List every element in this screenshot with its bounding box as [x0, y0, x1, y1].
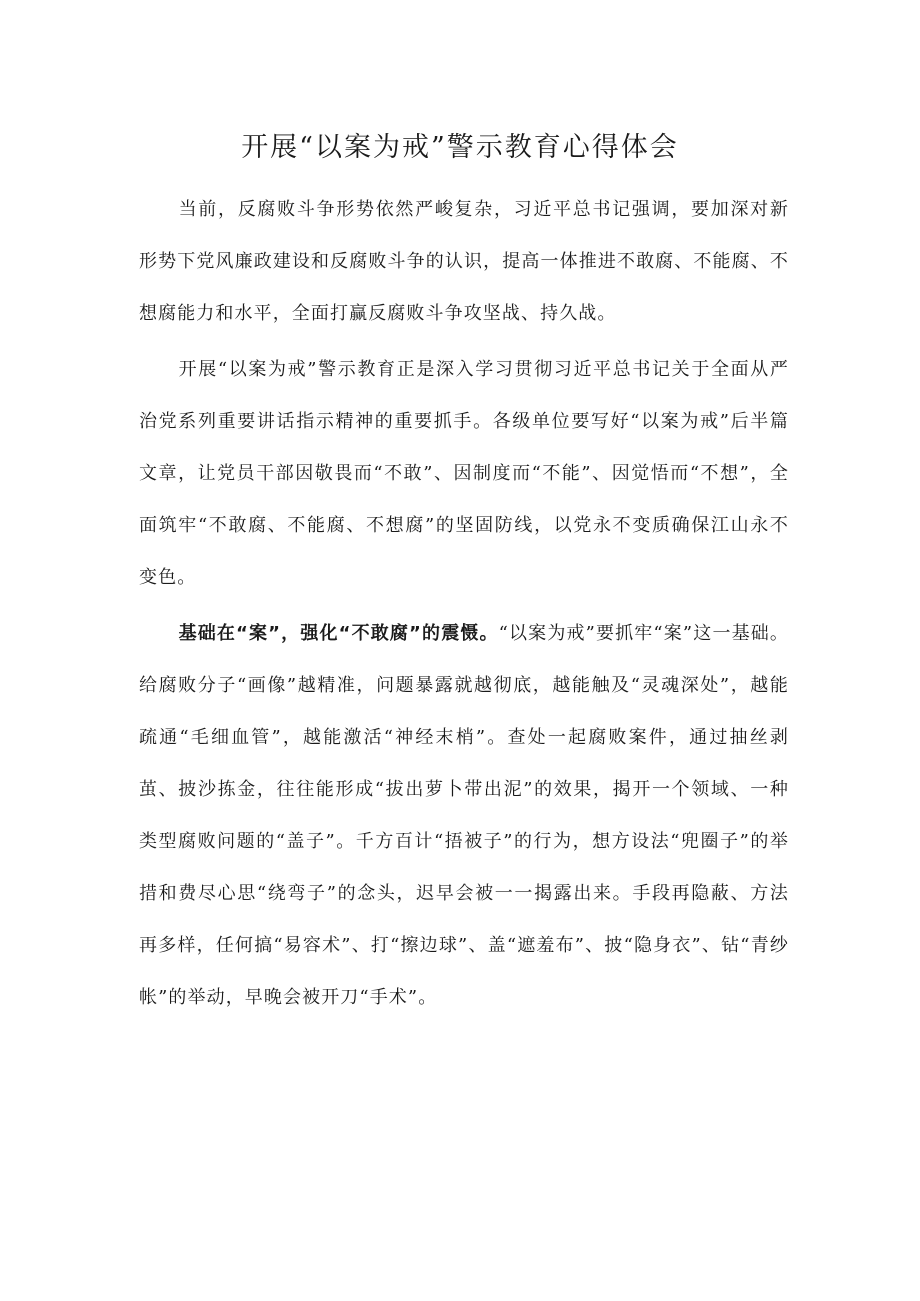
paragraph-2	[139, 344, 789, 604]
paragraph-3-lead: 基础在“案”，强化“不敢腐”的震慑。	[178, 623, 499, 644]
paragraph-1	[139, 184, 789, 340]
paragraph-3-text: “以案为戒”要抓牢“案”这一基础。给腐败分子“画像”越精准，问题暴露就越彻底，越能触及“灵魂深处”，越能疏通“毛细血管”，越能激活“神经末梢”。查处一起腐败案件，通过抽丝剥茧、披沙拣金，往往能形成“拔出萝卜带出泥”的效果，揭开一个领域、一种类型腐败问题的“盖子”。千方百计“捂被子”的行为，想方设法“兜圈子”的举措和费尽心思“绕弯子”的念头，迟早会被一一揭露出来。手段再隐蔽、方法再多样，任何搞“易容术”、打“擦边球”、盖“遮羞布”、披“隐身衣”、钻“青纱帐”的举动，早晚会被开刀“手术”。	[139, 623, 789, 1008]
paragraph-2-text: 开展“以案为戒”警示教育正是深入学习贯彻习近平总书记关于全面从严治党系列重要讲话指示精神的重要抓手。各级单位要写好“以案为戒”后半篇文章，让党员干部因敬畏而“不敢”、因制度而“不能”、因觉悟而“不想”，全面筑牢“不敢腐、不能腐、不想腐”的坚固防线，以党永不变质确保江山永不变色。	[139, 359, 789, 588]
document-title: 开展“以案为戒”警示教育心得体会	[241, 132, 679, 163]
paragraph-1-text: 当前，反腐败斗争形势依然严峻复杂，习近平总书记强调，要加深对新形势下党风廉政建设和反腐败斗争的认识，提高一体推进不敢腐、不能腐、不想腐能力和水平，全面打赢反腐败斗争攻坚战、持久战。	[139, 199, 789, 324]
document-body	[139, 184, 789, 1024]
paragraph-3	[139, 608, 789, 1024]
